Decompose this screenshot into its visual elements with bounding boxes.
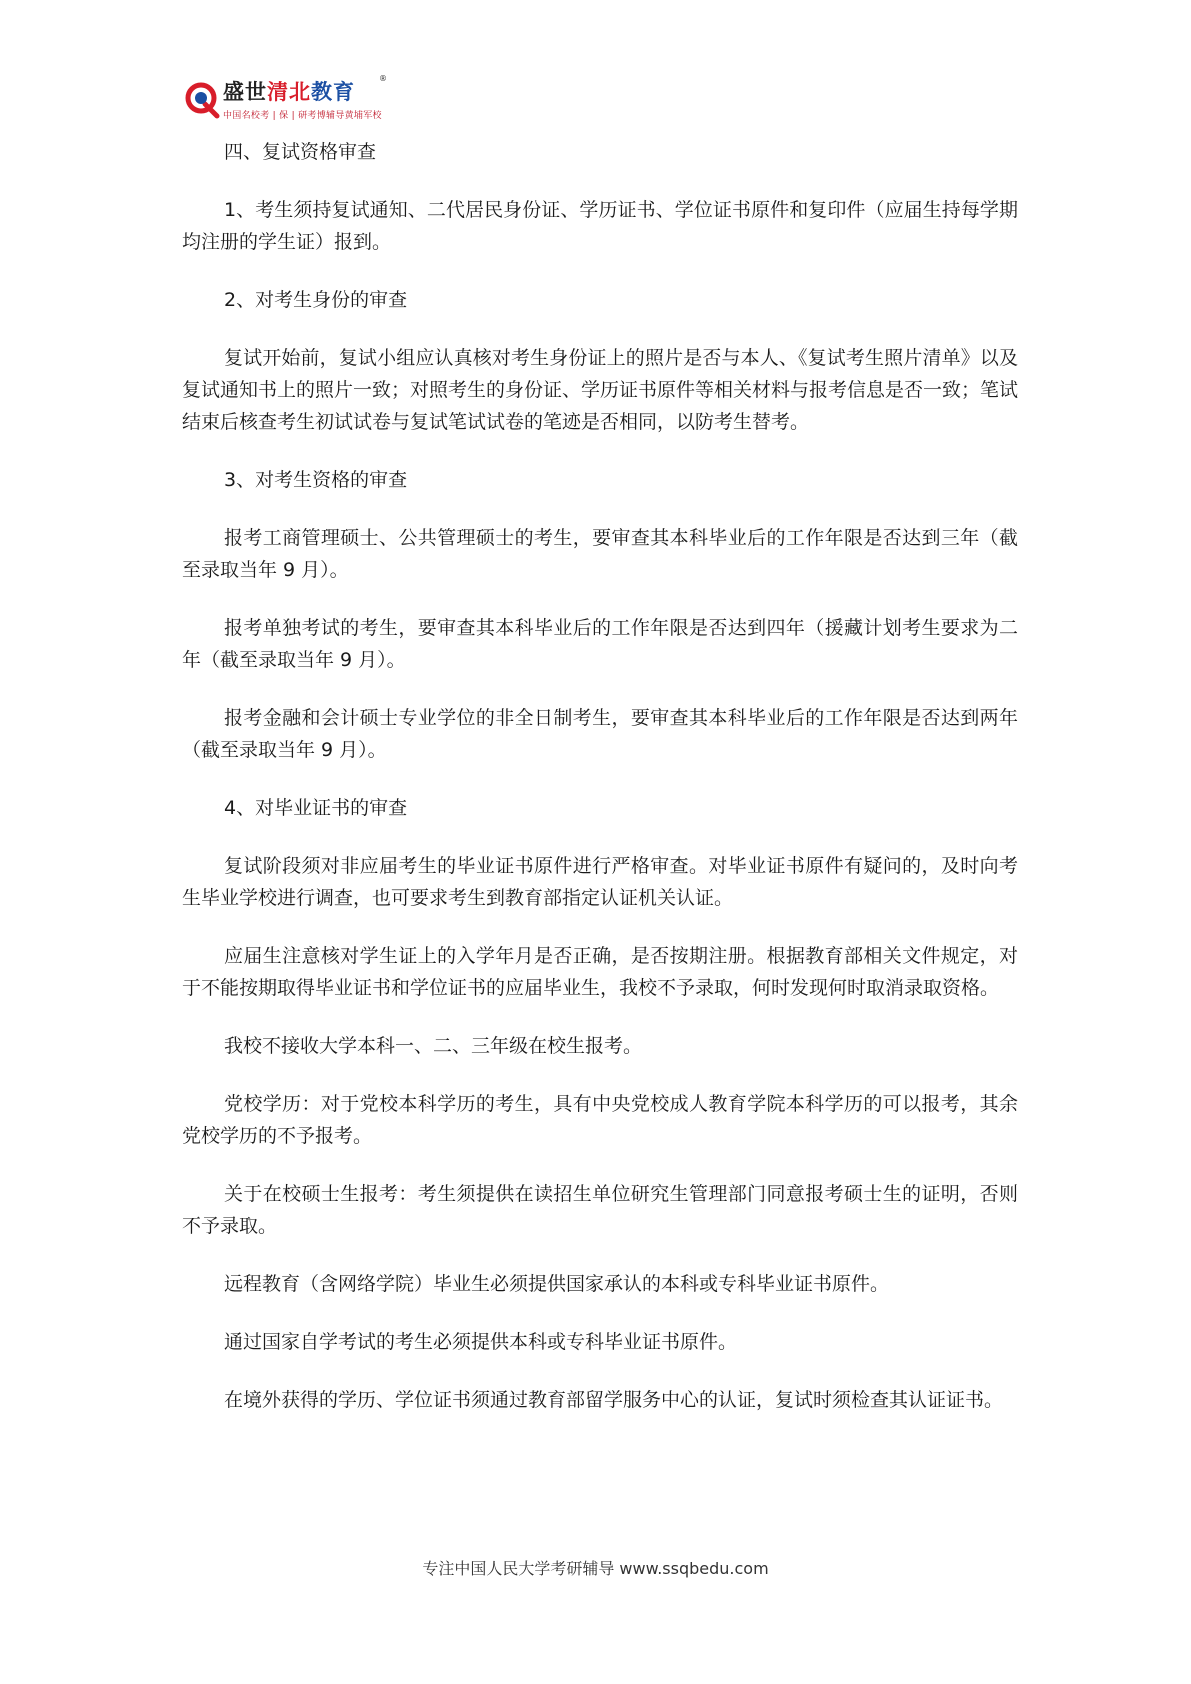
paragraph-party-school: 党校学历：对于党校本科学历的考生，具有中央党校成人教育学院本科学历的可以报考，其余党校学历的不予报考。 xyxy=(182,1093,1018,1147)
paragraph-undergrad-exclusion: 我校不接收大学本科一、二、三年级在校生报考。 xyxy=(224,1035,643,1057)
paragraph-mba-mpa: 报考工商管理硕士、公共管理硕士的考生，要审查其本科毕业后的工作年限是否达到三年（截至录取当年 9 月）。 xyxy=(182,527,1018,581)
paragraph-identity-check: 复试开始前，复试小组应认真核对考生身份证上的照片是否与本人、《复试考生照片清单》以及复试通知书上的照片一致；对照考生的身份证、学历证书原件等相关材料与报考信息是否一致；笔试结束后核查考生初试试卷与复试笔试试卷的笔迹是否相同，以防考生替考。 xyxy=(182,347,1019,433)
paragraph-self-study-exam: 通过国家自学考试的考生必须提供本科或专科毕业证书原件。 xyxy=(224,1331,738,1353)
logo-subtitle: 中国名校考 | 保 | 研考博辅导黄埔军校 xyxy=(223,111,382,121)
subsection-heading-4: 4、对毕业证书的审查 xyxy=(224,797,408,819)
document-body xyxy=(182,136,1018,1442)
subsection-heading-2: 2、对考生身份的审查 xyxy=(224,289,408,311)
logo-title-part-3: 教育 xyxy=(311,80,355,104)
paragraph-masters-students: 关于在校硕士生报考：考生须提供在读招生单位研究生管理部门同意报考硕士生的证明，否则不予录取。 xyxy=(182,1183,1018,1237)
logo-registered-mark: ® xyxy=(379,74,387,83)
brand-logo xyxy=(183,74,393,124)
logo-q-icon xyxy=(183,80,227,120)
section-heading: 四、复试资格审查 xyxy=(224,141,377,163)
paragraph-diploma-check: 复试阶段须对非应届考生的毕业证书原件进行严格审查。对毕业证书原件有疑问的，及时向考生毕业学校进行调查，也可要求考生到教育部指定认证机关认证。 xyxy=(182,855,1018,909)
paragraph-overseas-degree: 在境外获得的学历、学位证书须通过教育部留学服务中心的认证，复试时须检查其认证证书。 xyxy=(224,1389,1004,1411)
page-footer: 专注中国人民大学考研辅导 www.ssqbedu.com xyxy=(422,1559,769,1578)
logo-title-part-1: 盛世 xyxy=(223,80,267,104)
paragraph-fresh-graduates: 应届生注意核对学生证上的入学年月是否正确，是否按期注册。根据教育部相关文件规定，对于不能按期取得毕业证书和学位证书的应届毕业生，我校不予录取，何时发现何时取消录取资格。 xyxy=(182,945,1018,999)
logo-title xyxy=(223,76,355,106)
logo-title-part-2: 清北 xyxy=(267,80,311,104)
paragraph-1: 1、考生须持复试通知、二代居民身份证、学历证书、学位证书原件和复印件（应届生持每学期均注册的学生证）报到。 xyxy=(182,199,1018,253)
paragraph-distance-education: 远程教育（含网络学院）毕业生必须提供国家承认的本科或专科毕业证书原件。 xyxy=(224,1273,890,1295)
paragraph-single-exam: 报考单独考试的考生，要审查其本科毕业后的工作年限是否达到四年（援藏计划考生要求为二年（截至录取当年 9 月）。 xyxy=(182,617,1018,671)
subsection-heading-3: 3、对考生资格的审查 xyxy=(224,469,408,491)
paragraph-finance-accounting: 报考金融和会计硕士专业学位的非全日制考生，要审查其本科毕业后的工作年限是否达到两年（截至录取当年 9 月）。 xyxy=(182,707,1018,761)
